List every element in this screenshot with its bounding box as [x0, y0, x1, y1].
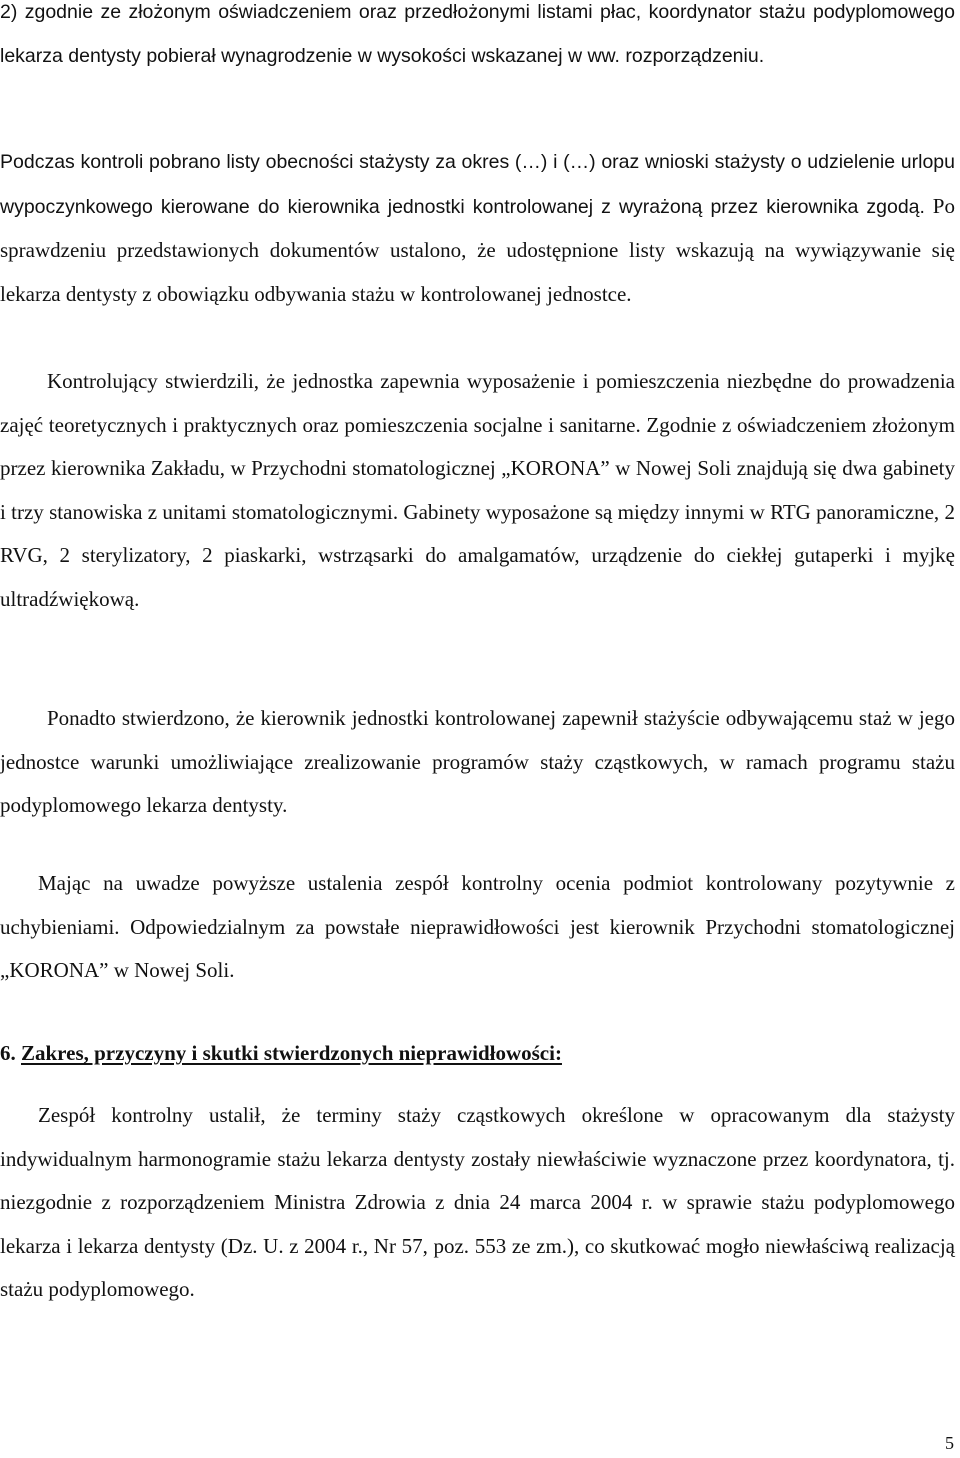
paragraph-findings: Zespół kontrolny ustalił, że terminy staży cząstkowych określone w opracowanym dla stażysty indywidualnym harmonogramie stażu lekarza dentysty zostały niewłaściwie wyznaczone przez koordynatora, tj. niezgodnie z rozporządzeniem Ministra Zdrowia z dnia 24 marca 2004 r. w sprawie stażu podyplomowego lekarza i lekarza dentysty (Dz. U. z 2004 r., Nr 57, poz. 553 ze zm.), co skutkować mogło niewłaściwą realizacją stażu podyplomowego. [0, 1103, 955, 1302]
section-heading [0, 1032, 562, 1076]
paragraph-control-documents [0, 140, 955, 316]
section-number: 6. [0, 1041, 16, 1065]
paragraph-equipment: Kontrolujący stwierdzili, że jednostka zapewnia wyposażenie i pomieszczenia niezbędne do prowadzenia zajęć teoretycznych i praktycznych oraz pomieszczenia socjalne i sanitarne. Zgodnie z oświadczeniem złożonym przez kierownika Zakładu, w Przychodni stomatologicznej „KORONA” w Nowej Soli znajdują się dwa gabinety i trzy stanowiska z unitami stomatologicznymi. Gabinety wyposażone są między innymi w RTG panoramiczne, 2 RVG, 2 sterylizatory, 2 piaskarki, wstrząsarki do amalgamatów, urządzenie do ciekłej gutaperki i myjkę ultradźwiękową. [0, 369, 955, 611]
paragraph-control-sans-part: Podczas kontroli pobrano listy obecności stażysty za okres (…) i (…) oraz wnioski stażysty o udzielenie urlopu wypoczynkowego kierowane do kierownika jednostki kontrolowanej z wyrażoną przez kierownika zgodą. [0, 151, 955, 218]
paragraph-conditions: Ponadto stwierdzono, że kierownik jednostki kontrolowanej zapewnił stażyście odbywającemu staż w jego jednostce warunki umożliwiające zrealizowanie programów staży cząstkowych, w ramach programu stażu podyplomowego lekarza dentysty. [0, 706, 955, 818]
paragraph-control-serif-part: Po sprawdzeniu przedstawionych dokumentów ustalono, że udostępnione listy wskazują na wywiązywanie się lekarza dentysty z obowiązku odbywania stażu w kontrolowanej jednostce. [0, 193, 955, 306]
list-item-2: 2) zgodnie ze złożonym oświadczeniem oraz przedłożonymi listami płac, koordynator stażu podyplomowego lekarza dentysty pobierał wynagrodzenie w wysokości wskazanej w ww. rozporządzeniu. [0, 1, 955, 67]
page-number: 5 [945, 1433, 954, 1453]
section-title: Zakres, przyczyny i skutki stwierdzonych nieprawidłowości: [21, 1041, 562, 1065]
paragraph-assessment: Mając na uwadze powyższe ustalenia zespół kontrolny ocenia podmiot kontrolowany pozytywnie z uchybieniami. Odpowiedzialnym za powstałe nieprawidłowości jest kierownik Przychodni stomatologicznej „KORONA” w Nowej Soli. [0, 871, 955, 983]
